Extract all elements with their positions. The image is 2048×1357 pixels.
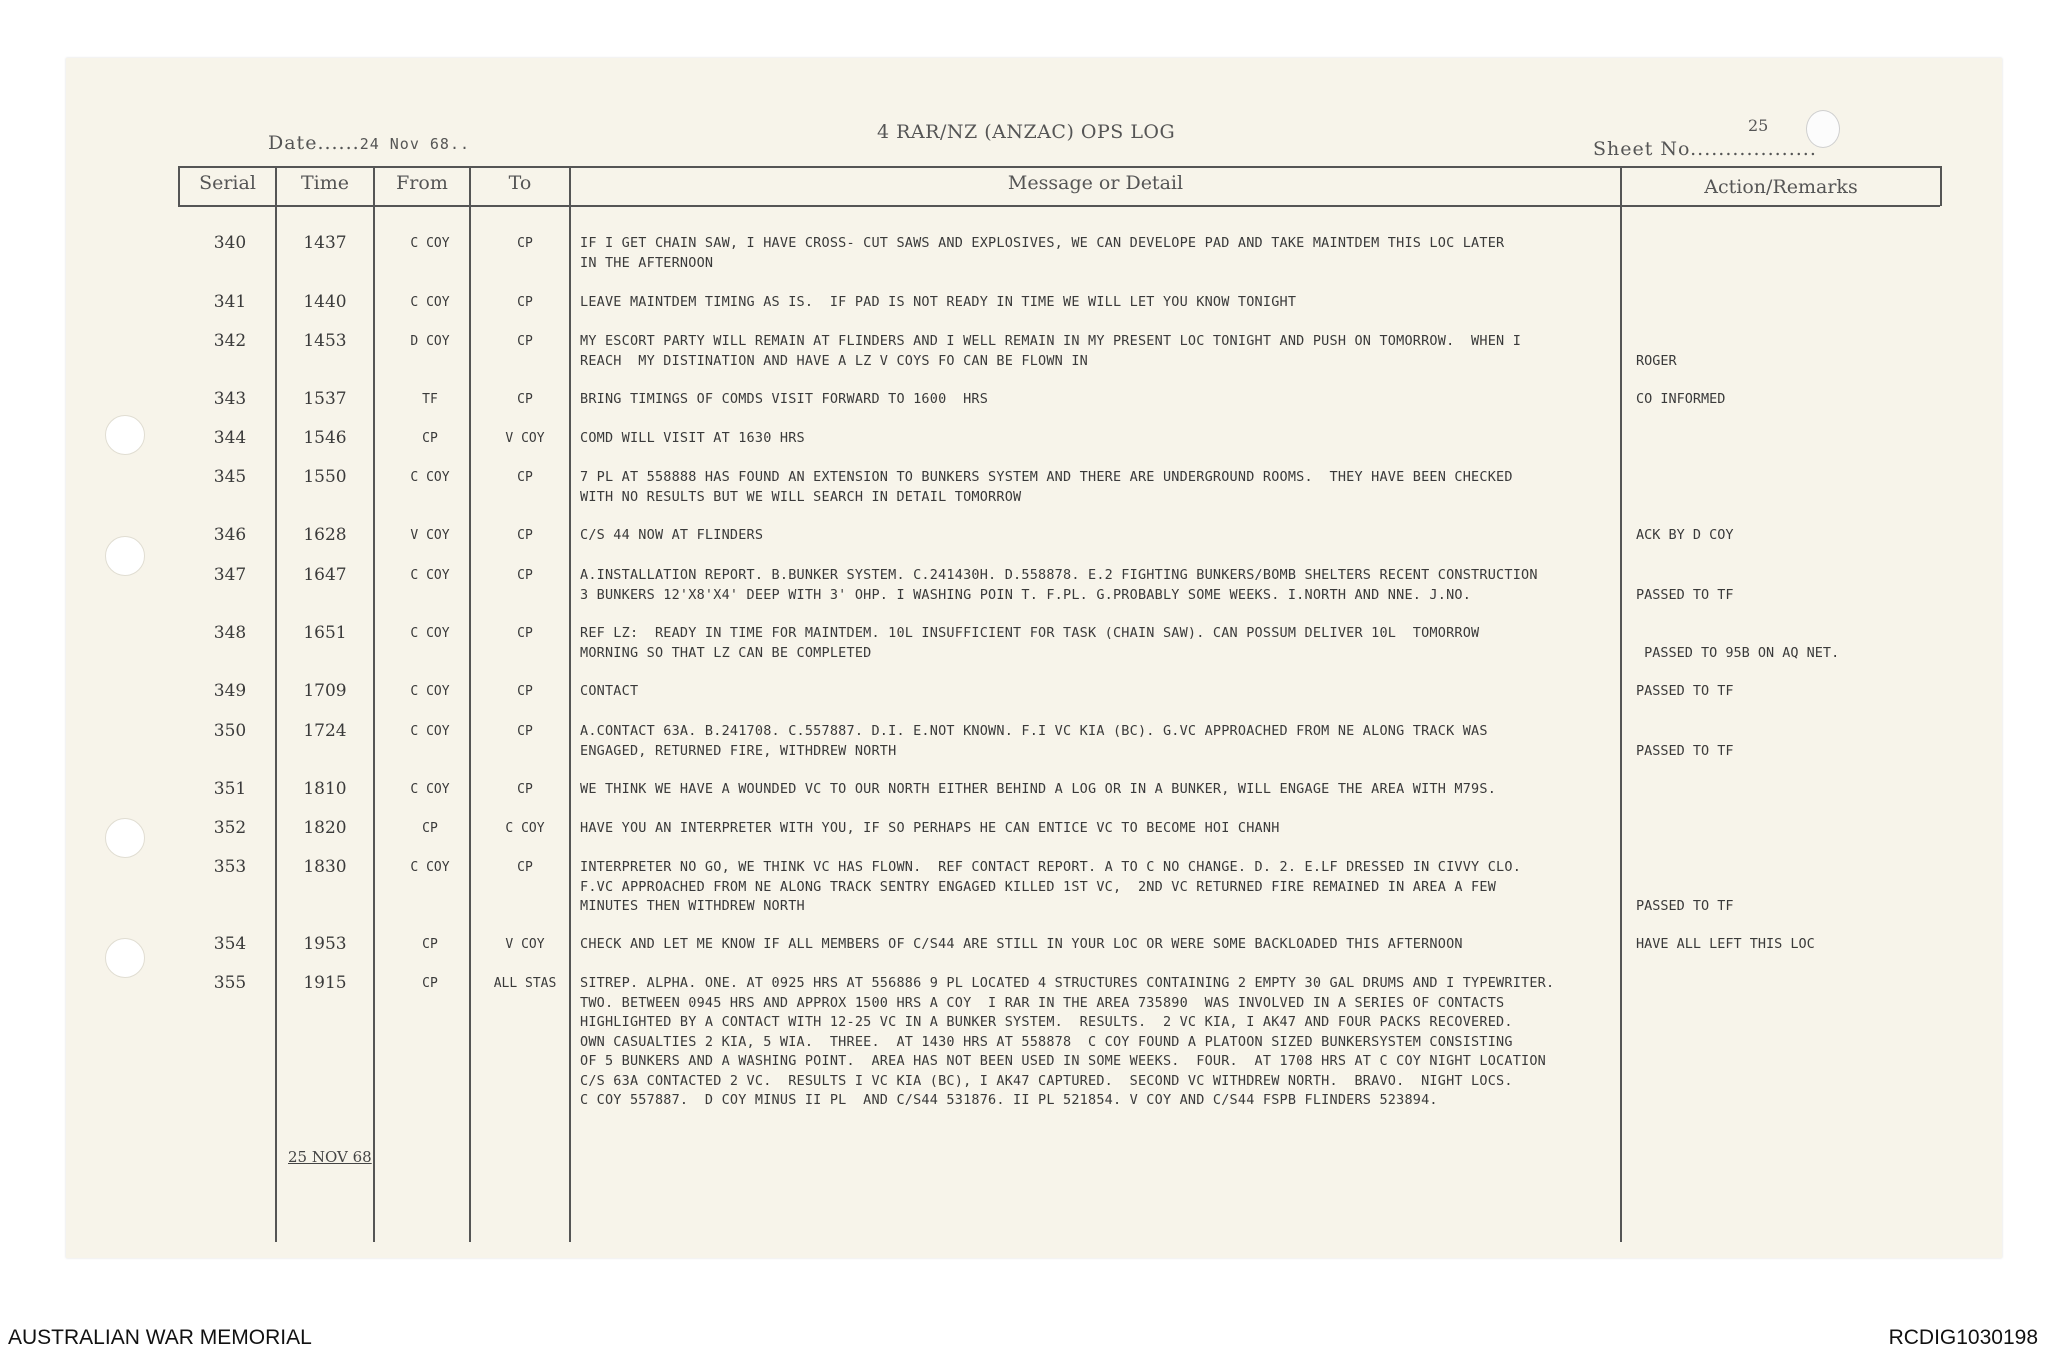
action-cell: HAVE ALL LEFT THIS LOC [1636, 936, 1815, 952]
table-header-rule [178, 205, 1940, 207]
to-cell: ALL STAS [493, 976, 557, 991]
time-cell: 1820 [303, 818, 347, 838]
to-cell: CP [517, 392, 533, 407]
to-cell: V COY [505, 937, 545, 952]
message-cell: HAVE YOU AN INTERPRETER WITH YOU, IF SO PERHAPS HE CAN ENTICE VC TO BECOME HOI CHANH [580, 820, 1280, 836]
serial-cell: 341 [213, 292, 247, 312]
serial-cell: 351 [213, 779, 247, 799]
from-cell: C COY [410, 295, 450, 310]
to-cell: CP [517, 470, 533, 485]
serial-cell: 347 [213, 565, 247, 585]
from-cell: CP [422, 976, 438, 991]
column-header-action: Action/Remarks [1704, 176, 1858, 198]
to-cell: CP [517, 724, 533, 739]
time-cell: 1537 [303, 389, 347, 409]
message-cell: LEAVE MAINTDEM TIMING AS IS. IF PAD IS NOT READY IN TIME WE WILL LET YOU KNOW TONIGHT [580, 294, 1297, 310]
action-cell: PASSED TO TF [1636, 898, 1734, 914]
from-cell: C COY [410, 684, 450, 699]
date-value: 24 Nov 68.. [359, 135, 471, 153]
time-cell: 1953 [303, 934, 347, 954]
time-cell: 1550 [303, 467, 347, 487]
to-cell: CP [517, 782, 533, 797]
serial-cell: 340 [213, 233, 247, 253]
message-cell: SITREP. ALPHA. ONE. AT 0925 HRS AT 556886 9 PL LOCATED 4 STRUCTURES CONTAINING 2 EMPTY 30 GAL DRUMS AND I TYPEWRITER. TWO. BETWEEN 0945 HRS AND APPROX 1500 HRS A COY I RAR IN THE AREA 735890 WAS INVOLVED IN A SERIES OF CONTACTS HIGHLIGHTED BY A CONTACT WITH 12-25 VC IN A BUNKER SYSTEM. RESULTS. 2 VC KIA, I AK47 AND FOUR PACKS RECOVERED. OWN CASUALTIES 2 KIA, 5 WIA. THREE. AT 1430 HRS AT 558878 C COY FOUND A PLATOON SIZED BUNKERSYSTEM CONSISTING OF 5 BUNKERS AND A WASHING POINT. AREA HAS NOT BEEN USED IN SOME WEEKS. FOUR. AT 1708 HRS AT C COY NIGHT LOCATION C/S 63A CONTACTED 2 VC. RESULTS I VC KIA (BC), I AK47 CAPTURED. SECOND VC WITHDREW NORTH. BRAVO. NIGHT LOCS. C COY 557887. D COY MINUS II PL AND C/S44 531876. II PL 521854. V COY AND C/S44 FSPB FLINDERS 523894. [580, 975, 1555, 1108]
time-cell: 1440 [303, 292, 347, 312]
to-cell: CP [517, 626, 533, 641]
from-cell: V COY [410, 528, 450, 543]
action-cell: PASSED TO TF [1636, 586, 1734, 603]
punch-hole [105, 415, 145, 455]
from-cell: C COY [410, 860, 450, 875]
from-cell: C COY [410, 626, 450, 641]
from-cell: CP [422, 937, 438, 952]
column-rule [469, 166, 471, 1242]
to-cell: CP [517, 684, 533, 699]
column-rule [275, 166, 277, 1242]
column-header-to: To [508, 172, 532, 194]
column-header-message: Message or Detail [1007, 172, 1184, 194]
serial-cell: 355 [213, 973, 247, 993]
serial-cell: 349 [213, 681, 247, 701]
to-cell: CP [517, 334, 533, 349]
to-cell: CP [517, 528, 533, 543]
action-cell: PASSED TO TF [1636, 683, 1734, 699]
date-stamp: 25 NOV 68 [288, 1148, 372, 1166]
time-cell: 1709 [303, 681, 347, 701]
serial-cell: 343 [213, 389, 247, 409]
to-cell: CP [517, 236, 533, 251]
from-cell: CP [422, 431, 438, 446]
footer-credit: AUSTRALIAN WAR MEMORIAL [8, 1326, 312, 1349]
time-cell: 1647 [303, 565, 347, 585]
to-cell: CP [517, 860, 533, 875]
message-cell: BRING TIMINGS OF COMDS VISIT FORWARD TO 1600 HRS [580, 391, 989, 407]
message-cell: A.INSTALLATION REPORT. B.BUNKER SYSTEM. C.241430H. D.558878. E.2 FIGHTING BUNKERS/BOMB SHELTERS RECENT CONSTRUCTION 3 BUNKERS 12'X8'X4' DEEP WITH 3' OHP. I WASHING POIN T. F.PL. G.PROBABLY SOME WEEKS. I.NORTH AND NNE. J.NO. [580, 567, 1538, 603]
column-header-from: From [396, 172, 448, 194]
to-cell: CP [517, 568, 533, 583]
serial-cell: 352 [213, 818, 247, 838]
message-cell: CONTACT [580, 683, 639, 699]
serial-cell: 348 [213, 623, 247, 643]
from-cell: D COY [410, 334, 450, 349]
message-cell: 7 PL AT 558888 HAS FOUND AN EXTENSION TO BUNKERS SYSTEM AND THERE ARE UNDERGROUND ROOMS. THEY HAVE BEEN CHECKED WITH NO RESULTS BUT WE WILL SEARCH IN DETAIL TOMORROW [580, 469, 1513, 505]
message-cell: WE THINK WE HAVE A WOUNDED VC TO OUR NORTH EITHER BEHIND A LOG OR IN A BUNKER, WILL ENGAGE THE AREA WITH M79S. [580, 781, 1497, 797]
date-field [268, 132, 470, 154]
from-cell: C COY [410, 724, 450, 739]
message-cell: CHECK AND LET ME KNOW IF ALL MEMBERS OF C/S44 ARE STILL IN YOUR LOC OR WERE SOME BACKLOADED THIS AFTERNOON [580, 936, 1463, 952]
from-cell: C COY [410, 568, 450, 583]
action-cell: ACK BY D COY [1636, 527, 1734, 543]
message-cell: A.CONTACT 63A. B.241708. C.557887. D.I. E.NOT KNOWN. F.I VC KIA (BC). G.VC APPROACHED FROM NE ALONG TRACK WAS ENGAGED, RETURNED FIRE, WITHDREW NORTH [580, 723, 1488, 759]
action-cell: CO INFORMED [1636, 391, 1726, 407]
time-cell: 1437 [303, 233, 347, 253]
time-cell: 1453 [303, 331, 347, 351]
from-cell: C COY [410, 470, 450, 485]
column-header-serial: Serial [199, 172, 256, 194]
time-cell: 1915 [303, 973, 347, 993]
message-cell: REF LZ: READY IN TIME FOR MAINTDEM. 10L INSUFFICIENT FOR TASK (CHAIN SAW). CAN POSSUM DELIVER 10L TOMORROW MORNING SO THAT LZ CAN BE COMPLETED [580, 625, 1480, 661]
time-cell: 1546 [303, 428, 347, 448]
serial-cell: 354 [213, 934, 247, 954]
time-cell: 1628 [303, 525, 347, 545]
column-rule [1940, 166, 1942, 206]
time-cell: 1830 [303, 857, 347, 877]
serial-cell: 350 [213, 721, 247, 741]
action-cell: PASSED TO TF [1636, 742, 1734, 759]
punch-hole [105, 938, 145, 978]
time-cell: 1810 [303, 779, 347, 799]
from-cell: C COY [410, 236, 450, 251]
from-cell: C COY [410, 782, 450, 797]
message-cell: C/S 44 NOW AT FLINDERS [580, 527, 764, 543]
date-label: Date...... [268, 132, 360, 154]
message-cell: INTERPRETER NO GO, WE THINK VC HAS FLOWN. REF CONTACT REPORT. A TO C NO CHANGE. D. 2. E.LF DRESSED IN CIVVY CLO. F.VC APPROACHED FROM NE ALONG TRACK SENTRY ENGAGED KILLED 1ST VC, 2ND VC RETURNED FIRE REMAINED IN AREA A FEW MINUTES THEN WITHDREW NORTH [580, 859, 1522, 914]
column-header-time: Time [300, 172, 349, 194]
to-cell: V COY [505, 431, 545, 446]
sheet-label: Sheet No.................. [1593, 138, 1817, 160]
serial-cell: 353 [213, 857, 247, 877]
page-title: 4 RAR/NZ (ANZAC) OPS LOG [877, 121, 1176, 143]
to-cell: C COY [505, 821, 545, 836]
punch-hole [105, 818, 145, 858]
to-cell: CP [517, 295, 533, 310]
message-cell: MY ESCORT PARTY WILL REMAIN AT FLINDERS AND I WELL REMAIN IN MY PRESENT LOC TONIGHT AND PUSH ON TOMORROW. WHEN I REACH MY DISTINATION AND HAVE A LZ V COYS FO CAN BE FLOWN IN [580, 333, 1522, 369]
from-cell: TF [422, 392, 438, 407]
from-cell: CP [422, 821, 438, 836]
serial-cell: 342 [213, 331, 247, 351]
punch-hole [105, 536, 145, 576]
sheet-number: 25 [1748, 116, 1769, 135]
serial-cell: 344 [213, 428, 247, 448]
time-cell: 1724 [303, 721, 347, 741]
action-cell: PASSED TO 95B ON AQ NET. [1644, 644, 1840, 661]
action-cell: ROGER [1636, 352, 1677, 369]
message-cell: IF I GET CHAIN SAW, I HAVE CROSS- CUT SAWS AND EXPLOSIVES, WE CAN DEVELOPE PAD AND TAKE MAINTDEM THIS LOC LATER IN THE AFTERNOON [580, 235, 1505, 271]
serial-cell: 345 [213, 467, 247, 487]
message-cell: COMD WILL VISIT AT 1630 HRS [580, 430, 805, 446]
column-rule [373, 166, 375, 1242]
column-rule [569, 166, 571, 1242]
serial-cell: 346 [213, 525, 247, 545]
time-cell: 1651 [303, 623, 347, 643]
table-top-rule [178, 166, 1940, 168]
footer-id: RCDIG1030198 [1888, 1326, 2038, 1349]
